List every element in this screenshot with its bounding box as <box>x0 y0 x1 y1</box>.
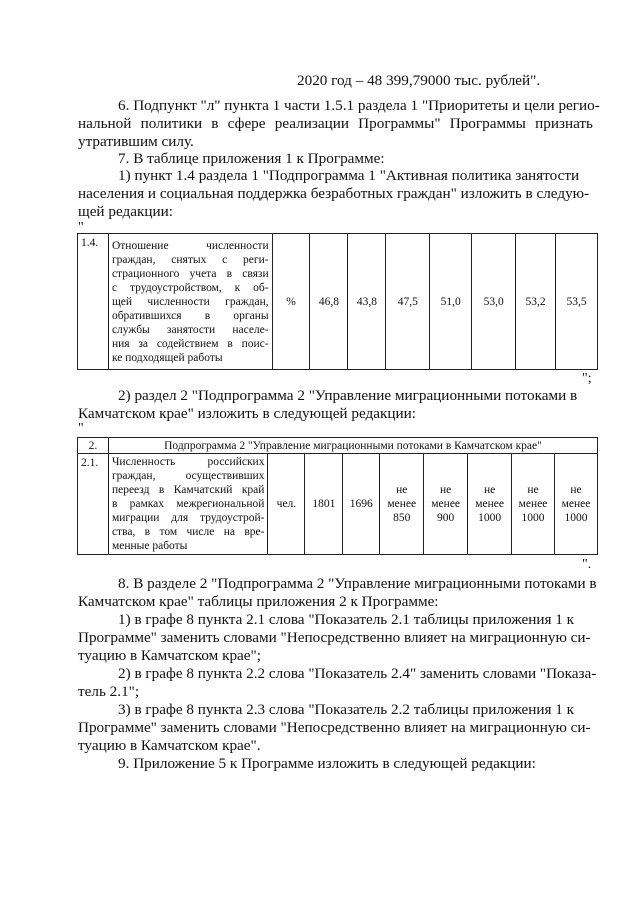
section-title: Подпрограмма 2 "Управление миграционными потоками в Камчатском крае" <box>108 438 597 454</box>
value-cell: 51,0 <box>430 234 472 370</box>
p7-1-line-1: 1) пункт 1.4 раздела 1 "Подпрограмма 1 "Активная политика занятости <box>118 167 580 184</box>
table-2 <box>77 437 598 555</box>
table-1 <box>77 233 598 370</box>
value-cell: не менее 850 <box>380 454 424 555</box>
table-row <box>78 454 598 555</box>
value-cell: 47,5 <box>386 234 430 370</box>
p7-line: 7. В таблице приложения 1 к Программе: <box>118 150 385 167</box>
section-number: 2. <box>78 438 109 454</box>
p8-1-line-3: туацию в Камчатском крае"; <box>78 647 261 664</box>
value-cell: не менее 1000 <box>468 454 512 555</box>
p8-1-line-1: 1) в графе 8 пункта 2.1 слова "Показатель 2.1 таблицы приложения 1 к <box>118 611 575 628</box>
unit-cell: чел. <box>268 454 305 555</box>
value-cell: не менее 900 <box>424 454 468 555</box>
value-cell: не менее 1000 <box>512 454 555 555</box>
indicator-description: Отношение численности граждан, снятых с реги- страционного учета в связи с трудоустройством, к об- щей численности граждан, обратившихся в органы службы занятости населе- ния за содействием в поис- ке подходящей работы <box>108 234 272 370</box>
value-cell: 53,0 <box>472 234 516 370</box>
value-cell: не менее 1000 <box>555 454 598 555</box>
p7-1-line-3: щей редакции: <box>78 203 173 220</box>
value-cell: 1801 <box>305 454 343 555</box>
p8-2-line-1: 2) в графе 8 пункта 2.2 слова "Показатель 2.4" заменить словами "Показа- <box>118 665 597 682</box>
p8-3-line-1: 3) в графе 8 пункта 2.3 слова "Показатель 2.2 таблицы приложения 1 к <box>118 701 575 718</box>
close-quote-semicolon: "; <box>582 371 592 386</box>
close-quote-period: ". <box>582 557 592 572</box>
p7-1-line-2: населения и социальная поддержка безработных граждан" изложить в следую- <box>78 185 590 202</box>
p8-2-line-2: тель 2.1"; <box>78 683 140 700</box>
table-header-row <box>78 438 598 454</box>
p9-line: 9. Приложение 5 к Программе изложить в следующей редакции: <box>118 755 536 772</box>
p6-line-1: 6. Подпункт "л" пункта 1 части 1.5.1 раздела 1 "Приоритеты и цели регио- <box>118 97 600 114</box>
unit-cell: % <box>272 234 310 370</box>
budget-line: 2020 год – 48 399,79000 тыс. рублей". <box>297 72 541 89</box>
p7-2-line-2: Камчатском крае" изложить в следующей редакции: <box>78 405 416 422</box>
value-cell: 53,2 <box>516 234 556 370</box>
p6-line-3: утратившим силу. <box>78 133 194 150</box>
p7-2-line-1: 2) раздел 2 "Подпрограмма 2 "Управление миграционными потоками в <box>118 387 578 404</box>
value-cell: 46,8 <box>310 234 348 370</box>
p6-line-2: нальной политики в сфере реализации Программы" Программы признать <box>78 115 593 132</box>
row-number: 1.4. <box>78 234 109 370</box>
value-cell: 1696 <box>343 454 380 555</box>
row-number: 2.1. <box>78 454 109 555</box>
value-cell: 43,8 <box>348 234 386 370</box>
p8-1-line-2: Программе" заменить словами "Непосредственно влияет на миграционную си- <box>78 629 591 646</box>
p8-line-1: 8. В разделе 2 "Подпрограмма 2 "Управление миграционными потоками в <box>118 575 597 592</box>
p8-3-line-2: Программе" заменить словами "Непосредственно влияет на миграционную си- <box>78 719 591 736</box>
indicator-description: Численность российских граждан, осуществивших переезд в Камчатский край в рамках межрегиональной миграции для трудоустрой- ства, в том числе на вре- менные работы <box>108 454 268 555</box>
value-cell: 53,5 <box>556 234 598 370</box>
open-quote: " <box>78 421 84 436</box>
p8-line-2: Камчатском крае" таблицы приложения 2 к Программе: <box>78 593 439 610</box>
table-row <box>78 234 598 370</box>
open-quote: " <box>78 220 84 235</box>
p8-3-line-3: туацию в Камчатском крае". <box>78 737 261 754</box>
